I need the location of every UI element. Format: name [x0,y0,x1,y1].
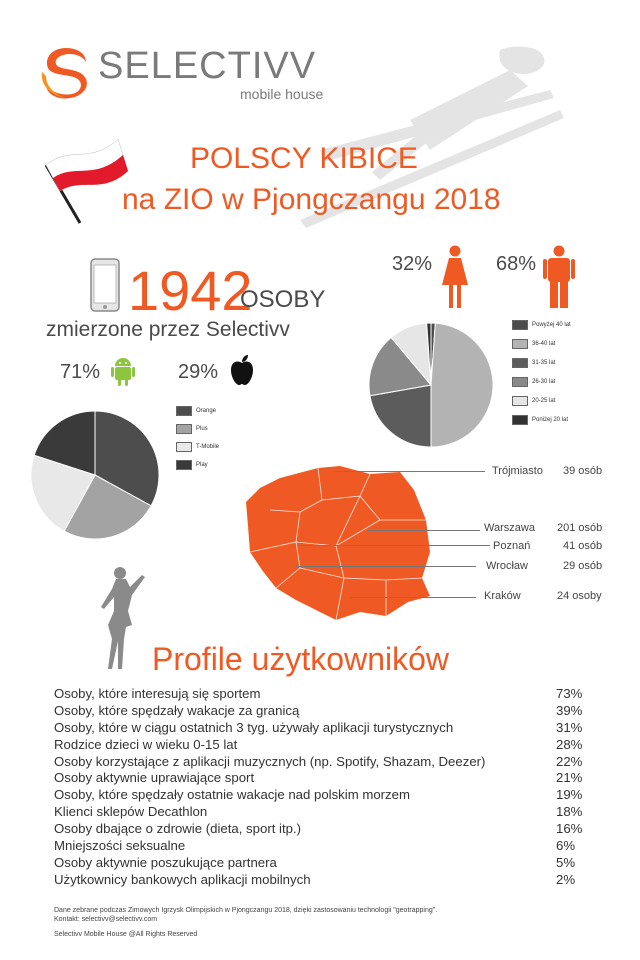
profile-label: Osoby aktywnie poszukujące partnera [54,854,277,870]
android-share: 71% [60,361,101,383]
city-name: Trójmiasto [492,465,543,477]
legend-item [512,358,555,368]
profile-value: 5% [556,854,576,870]
operator-pie-chart [30,410,160,540]
profile-row [54,720,594,737]
legend-swatch [176,460,192,470]
profile-row [54,838,594,855]
legend-label: 36-40 lat [532,341,556,347]
legend-item [176,406,216,416]
pie-slice-36-40-lat [431,323,493,447]
profile-value: 22% [556,753,583,769]
legend-item [176,460,208,470]
ios-share: 29% [178,361,219,383]
warszawa-leader [368,530,480,531]
legend-item [176,424,208,434]
profile-row [54,872,594,889]
legend-swatch [512,320,528,330]
apple-icon [228,354,256,386]
profile-value: 16% [556,821,583,837]
profile-value: 6% [556,838,576,854]
profile-label: Mniejszości seksualne [54,838,186,854]
legend-label: Play [196,462,208,468]
profiles-title: Profile użytkowników [152,641,449,677]
profile-value: 21% [556,770,583,786]
age-pie-chart [368,322,494,448]
footnote-contact: Kontakt: selectivv@selectivv.com [54,916,158,923]
profile-label: Użytkownicy bankowych aplikacji mobilnych [54,871,311,887]
city-name: Warszawa [484,522,535,534]
phone-icon [90,258,120,312]
profile-label: Osoby dbające o zdrowie (dieta, sport itp.) [54,821,302,837]
legend-swatch [176,442,192,452]
profile-value: 18% [556,804,583,820]
profile-label: Klienci sklepów Decathlon [54,804,208,820]
android-icon [110,355,136,387]
legend-item [176,442,219,452]
legend-label: 20-25 lat [532,398,556,404]
city-count: 39 osób [563,465,603,477]
wroclaw-leader [296,566,476,567]
legend-item [512,320,571,330]
legend-label: Orange [196,408,217,414]
legend-label: Powyżej 40 lat [532,322,571,328]
profile-row [54,770,594,787]
city-name: Poznań [493,540,531,552]
poznan-leader [300,545,490,546]
profile-label: Osoby, które w ciągu ostatnich 3 tyg. używały aplikacji turystycznych [54,719,454,735]
legend-swatch [512,415,528,425]
female-icon [440,245,470,309]
legend-label: Plus [196,426,208,432]
legend-item [512,415,568,425]
profile-row [54,855,594,872]
profile-value: 31% [556,719,583,735]
city-count: 24 osoby [557,590,602,602]
legend-label: Poniżej 20 lat [532,417,569,423]
logo-icon [36,42,96,102]
profile-label: Osoby, które spędzały wakacje za granicą [54,702,300,718]
woman-silhouette-icon [96,565,156,670]
title-line-1: POLSCY KIBICE [190,142,418,175]
legend-label: T-Mobile [196,444,220,450]
profile-row [54,754,594,771]
copyright: Selectivv Mobile House @All Rights Reserved [54,931,198,938]
people-count: 1942 [128,259,253,322]
flag-icon [40,125,130,225]
people-count-unit: OSOBY [240,286,326,313]
city-count: 41 osób [563,540,603,552]
profile-row [54,703,594,720]
profile-row [54,686,594,703]
city-name: Wrocław [486,560,528,572]
profile-label: Osoby, które spędzały ostatnie wakacje nad polskim morzem [54,787,410,803]
profile-label: Osoby korzystające z aplikacji muzycznych (np. Spotify, Shazam, Deezer) [54,753,486,769]
male-icon [542,245,576,309]
profile-label: Osoby aktywnie uprawiające sport [54,770,255,786]
legend-label: 31-35 lat [532,360,556,366]
profiles-table [54,686,594,889]
title-line-2: na ZIO w Pjongczangu 2018 [122,183,501,216]
footnote-source: Dane zebrane podczas Zimowych Igrzysk Olimpijskich w Pjongczangu 2018, dzięki zastosowaniu technologii "geotrapping". [54,907,438,914]
profile-value: 28% [556,736,583,752]
city-count: 201 osób [557,522,603,534]
krakow-leader [350,597,476,598]
legend-item [512,339,555,349]
profile-row [54,821,594,838]
trojmiasto-leader [335,471,485,472]
legend-swatch [512,339,528,349]
legend-swatch [512,396,528,406]
legend-swatch [512,358,528,368]
profile-label: Rodzice dzieci w wieku 0-15 lat [54,736,238,752]
legend-swatch [176,424,192,434]
female-share: 32% [392,253,433,275]
male-share: 68% [496,253,537,275]
people-count-subtitle: zmierzone przez Selectivv [46,318,290,341]
brand-subtitle: mobile house [240,86,324,102]
profile-label: Osoby, które interesują się sportem [54,686,261,701]
city-count: 29 osób [563,560,603,572]
city-name: Kraków [484,590,521,602]
profile-value: 39% [556,702,583,718]
profile-value: 2% [556,871,576,887]
legend-swatch [176,406,192,416]
legend-swatch [512,377,528,387]
profile-row [54,737,594,754]
profile-value: 19% [556,787,583,803]
profile-value: 73% [556,686,583,701]
profile-row [54,787,594,804]
profile-row [54,804,594,821]
legend-item [512,396,555,406]
brand-name: SELECTIVV [98,45,317,87]
legend-item [512,377,555,387]
legend-label: 26-30 lat [532,379,556,385]
